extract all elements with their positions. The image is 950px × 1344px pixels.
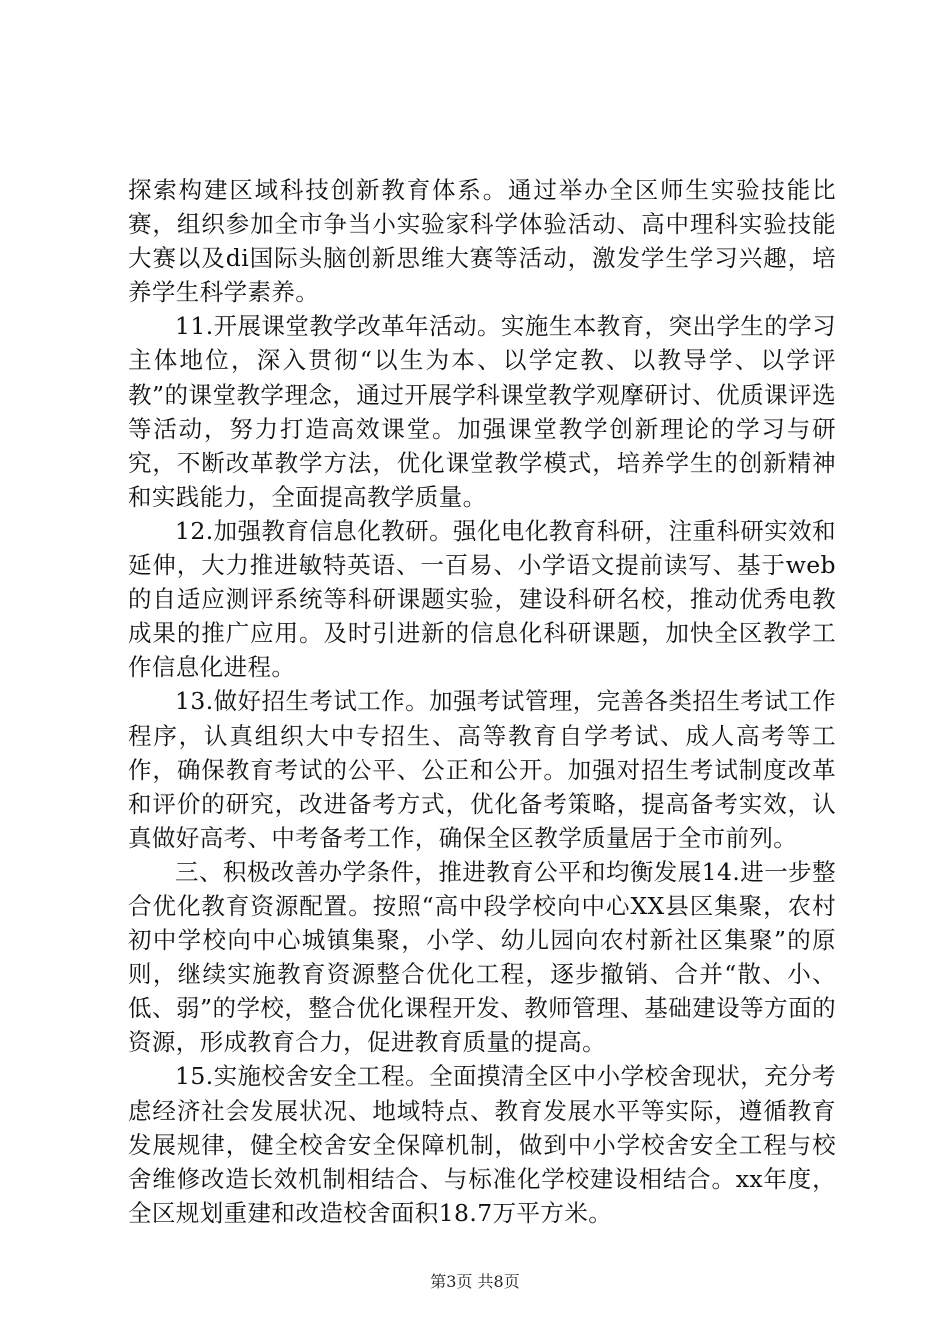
page-number-footer: 第3页 共8页 (430, 1272, 520, 1291)
paragraph-item-13: 13.做好招生考试工作。加强考试管理，完善各类招生考试工作程序，认真组织大中专招生、高等教育自学考试、成人高考等工作，确保教育考试的公平、公正和公开。加强对招生考试制度改革和评价的研究，改进备考方式，优化备考策略，提高备考实效，认真做好高考、中考备考工作，确保全区教学质量居于全市前列。 (128, 687, 836, 852)
document-body (128, 173, 836, 1230)
paragraph-item-15: 15.实施校舍安全工程。全面摸清全区中小学校舍现状，充分考虑经济社会发展状况、地域特点、教育发展水平等实际，遵循教育发展规律，健全校舍安全保障机制，做到中小学校舍安全工程与校舍维修改造长效机制相结合、与标准化学校建设相结合。xx年度，全区规划重建和改造校舍面积18.7万平方米。 (128, 1062, 836, 1227)
paragraph-item-12: 12.加强教育信息化教研。强化电化教育科研，注重科研实效和延伸，大力推进敏特英语、一百易、小学语文提前读写、基于web的自适应测评系统等科研课题实验，建设科研名校，推动优秀电教成果的推广应用。及时引进新的信息化科研课题，加快全区教学工作信息化进程。 (128, 516, 836, 682)
paragraph-section-3: 三、积极改善办学条件，推进教育公平和均衡发展14.进一步整合优化教育资源配置。按照“高中段学校向中心XX县区集聚，农村初中学校向中心城镇集聚，小学、幼儿园向农村新社区集聚”的原则，继续实施教育资源整合优化工程，逐步撤销、合并“散、小、低、弱”的学校，整合优化课程开发、教师管理、基础建设等方面的资源，形成教育合力，促进教育质量的提高。 (128, 857, 836, 1057)
paragraph-item-11: 11.开展课堂教学改革年活动。实施生本教育，突出学生的学习主体地位，深入贯彻“以生为本、以学定教、以教导学、以学评教”的课堂教学理念，通过开展学科课堂教学观摩研讨、优质课评选等活动，努力打造高效课堂。加强课堂教学创新理论的学习与研究，不断改革教学方法，优化课堂教学模式，培养学生的创新精神和实践能力，全面提高教学质量。 (128, 312, 836, 511)
paragraph-continuation: 探索构建区域科技创新教育体系。通过举办全区师生实验技能比赛，组织参加全市争当小实验家科学体验活动、高中理科实验技能大赛以及di国际头脑创新思维大赛等活动，激发学生学习兴趣，培养学生科学素养。 (128, 176, 836, 307)
